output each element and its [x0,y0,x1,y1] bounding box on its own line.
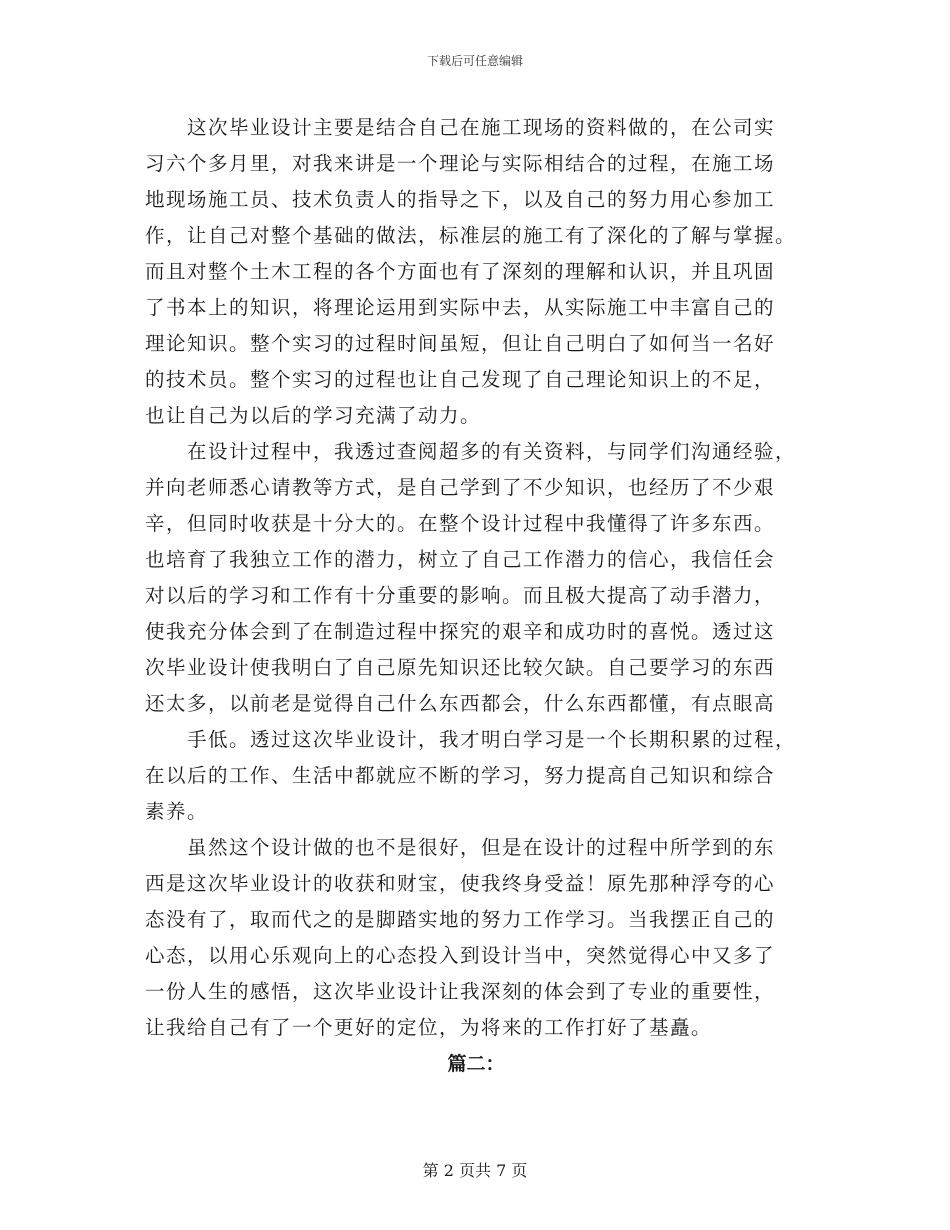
page-number: 第 2 页共 7 页 [422,1161,528,1180]
text-line: 手低。透过这次毕业设计，我才明白学习是一个长期积累的过程， [187,728,797,751]
text-line: 理论知识。整个实习的过程时间虽短，但让自己明白了如何当一名好 [145,332,776,355]
text-line: 让我给自己有了一个更好的定位，为将来的工作打好了基矗。 [145,1016,713,1039]
text-line: 素养。 [145,800,209,823]
text-line: 使我充分体会到了在制造过程中探究的艰辛和成功时的喜悦。透过这 [145,620,776,643]
text-line: 的技术员。整个实习的过程也让自己发现了自己理论知识上的不足， [145,368,776,391]
text-line: 在以后的工作、生活中都就应不断的学习，努力提高自己知识和综合 [145,764,776,787]
text-line: 虽然这个设计做的也不是很好，但是在设计的过程中所学到的东 [187,836,776,859]
document-body [145,110,807,1082]
text-line: 次毕业设计使我明白了自己原先知识还比较欠缺。自己要学习的东西 [145,656,776,679]
text-line: 还太多，以前老是觉得自己什么东西都会，什么东西都懂，有点眼高 [145,692,776,715]
text-line: 也让自己为以后的学习充满了动力。 [145,404,482,427]
paragraph-3 [145,830,807,1046]
text-line: 习六个多月里，对我来讲是一个理论与实际相结合的过程，在施工场 [145,152,776,175]
text-line: 对以后的学习和工作有十分重要的影响。而且极大提高了动手潜力， [145,584,776,607]
paragraph-1 [145,110,807,434]
paragraph-2 [145,434,807,830]
text-line: 西是这次毕业设计的收获和财宝，使我终身受益！原先那种浮夸的心 [145,872,776,895]
text-line: 而且对整个土木工程的各个方面也有了深刻的理解和认识，并且巩固 [145,260,776,283]
text-line: 态没有了，取而代之的是脚踏实地的努力工作学习。当我摆正自己的 [145,908,776,931]
page-header-note: 下载后可任意编辑 [426,54,523,68]
text-line: 心态，以用心乐观向上的心态投入到设计当中，突然觉得心中又多了 [145,944,776,967]
text-line: 在设计过程中，我透过查阅超多的有关资料，与同学们沟通经验， [187,440,797,463]
text-line: 作，让自己对整个基础的做法，标准层的施工有了深化的了解与掌握。 [145,224,797,247]
section-heading: 篇二： [447,1053,505,1075]
text-line: 一份人生的感悟，这次毕业设计让我深刻的体会到了专业的重要性， [145,980,776,1003]
text-line: 了书本上的知识，将理论运用到实际中去，从实际施工中丰富自己的 [145,296,776,319]
text-line: 也培育了我独立工作的潜力，树立了自己工作潜力的信心，我信任会 [145,548,776,571]
text-line: 辛，但同时收获是十分大的。在整个设计过程中我懂得了许多东西。 [145,512,776,535]
text-line: 地现场施工员、技术负责人的指导之下，以及自己的努力用心参加工 [145,188,776,211]
text-line: 并向老师悉心请教等方式，是自己学到了不少知识，也经历了不少艰 [145,476,776,499]
text-line: 这次毕业设计主要是结合自己在施工现场的资料做的，在公司实 [187,116,776,139]
